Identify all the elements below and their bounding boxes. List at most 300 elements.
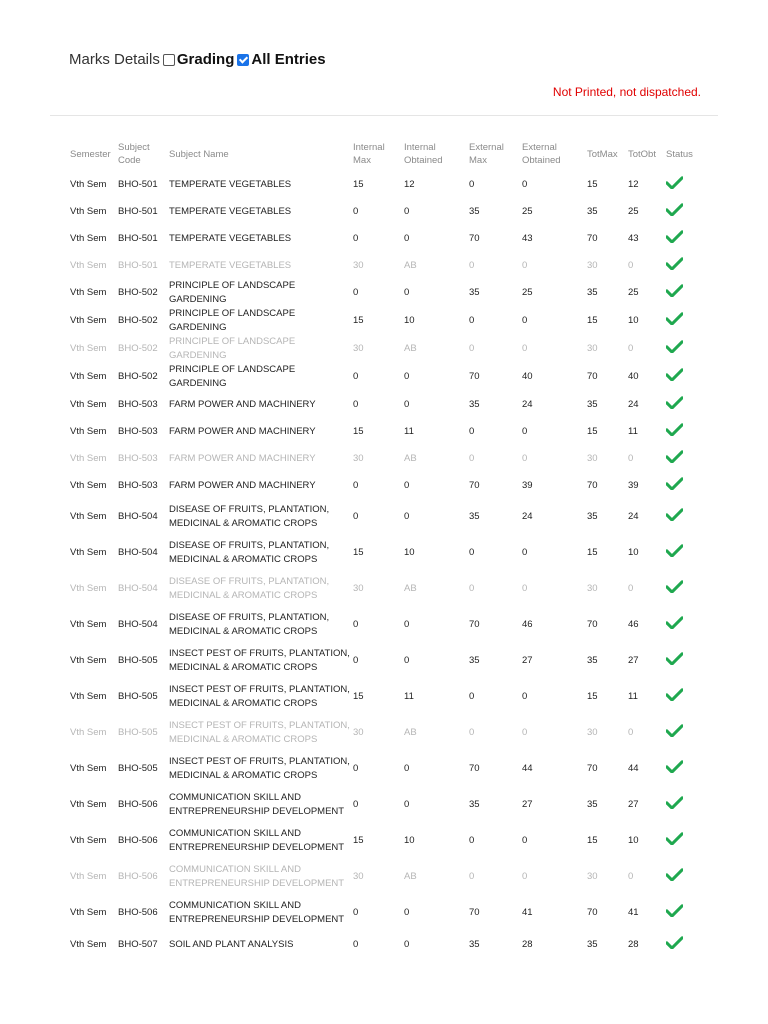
table-row — [70, 643, 706, 679]
internal-obtained-cell: 11 — [404, 691, 414, 702]
internal-max-cell: 15 — [353, 835, 364, 846]
subject-name-cell: INSECT PEST OF FRUITS, PLANTATION, MEDICINAL & AROMATIC CROPS — [169, 756, 350, 781]
internal-max-cell: 15 — [353, 547, 364, 558]
status-cell — [666, 472, 706, 499]
subject-code-cell: BHO-507 — [118, 938, 158, 950]
subject-name-cell: FARM POWER AND MACHINERY — [169, 425, 316, 437]
external-max-cell: 70 — [469, 619, 480, 630]
subject-code-cell: BHO-503 — [118, 425, 158, 437]
subject-name-cell: COMMUNICATION SKILL AND ENTREPRENEURSHIP DEVELOPMENT — [169, 900, 345, 925]
tot-max-cell: 30 — [587, 583, 598, 594]
external-obtained-cell: 0 — [522, 727, 528, 738]
internal-max-cell: 0 — [353, 938, 359, 950]
external-obtained-cell: 0 — [522, 315, 528, 326]
table-row — [70, 679, 706, 715]
tot-obt-cell: 44 — [628, 763, 639, 774]
col-internal-max: Internal Max — [353, 142, 385, 166]
internal-obtained-cell: 12 — [404, 178, 415, 190]
internal-max-cell: 15 — [353, 315, 364, 326]
tot-obt-cell: 28 — [628, 938, 639, 950]
col-semester: Semester — [70, 148, 111, 160]
status-cell — [666, 279, 706, 307]
semester-cell: Vth Sem — [70, 371, 107, 382]
page-title: Marks Details — [69, 51, 160, 68]
internal-obtained-cell: AB — [404, 452, 417, 464]
grading-checkbox[interactable] — [163, 54, 175, 66]
internal-obtained-cell: 10 — [404, 315, 415, 326]
col-tot-obt: TotObt — [628, 148, 656, 160]
checkmark-icon — [666, 284, 683, 297]
semester-cell: Vth Sem — [70, 398, 107, 410]
external-obtained-cell: 25 — [522, 205, 533, 217]
status-cell — [666, 363, 706, 391]
subject-code-cell: BHO-505 — [118, 763, 158, 774]
external-max-cell: 35 — [469, 799, 480, 810]
checkmark-icon — [666, 544, 683, 557]
tot-max-cell: 35 — [587, 287, 598, 298]
subject-code-cell: BHO-506 — [118, 799, 158, 810]
subject-name-cell: PRINCIPLE OF LANDSCAPE GARDENING — [169, 308, 296, 333]
tot-obt-cell: 27 — [628, 799, 639, 810]
subject-name-cell: PRINCIPLE OF LANDSCAPE GARDENING — [169, 280, 296, 305]
external-max-cell: 35 — [469, 398, 480, 410]
table-row — [70, 787, 706, 823]
external-max-cell: 0 — [469, 315, 475, 326]
tot-obt-cell: 43 — [628, 232, 639, 244]
tot-obt-cell: 10 — [628, 315, 639, 326]
external-obtained-cell: 24 — [522, 398, 533, 410]
subject-code-cell: BHO-504 — [118, 619, 158, 630]
external-obtained-cell: 28 — [522, 938, 533, 950]
checkmark-icon — [666, 508, 683, 521]
subject-code-cell: BHO-505 — [118, 655, 158, 666]
external-obtained-cell: 40 — [522, 371, 533, 382]
subject-code-cell: BHO-502 — [118, 371, 158, 382]
external-obtained-cell: 0 — [522, 343, 528, 354]
semester-cell: Vth Sem — [70, 583, 107, 594]
semester-cell: Vth Sem — [70, 452, 107, 464]
tot-max-cell: 35 — [587, 398, 598, 410]
tot-obt-cell: 24 — [628, 398, 639, 410]
checkmark-icon — [666, 616, 683, 629]
tot-max-cell: 70 — [587, 763, 598, 774]
checkmark-icon — [666, 904, 683, 917]
status-cell — [666, 607, 706, 643]
tot-obt-cell: 25 — [628, 287, 639, 298]
internal-max-cell: 30 — [353, 343, 364, 354]
checkmark-icon — [666, 580, 683, 593]
internal-obtained-cell: 0 — [404, 232, 410, 244]
subject-code-cell: BHO-501 — [118, 205, 158, 217]
dispatch-status-message: Not Printed, not dispatched. — [552, 85, 701, 99]
internal-obtained-cell: 0 — [404, 398, 410, 410]
external-max-cell: 35 — [469, 938, 480, 950]
tot-max-cell: 30 — [587, 259, 598, 271]
table-row — [70, 607, 706, 643]
external-max-cell: 0 — [469, 835, 475, 846]
external-max-cell: 0 — [469, 452, 475, 464]
subject-code-cell: BHO-504 — [118, 547, 158, 558]
external-obtained-cell: 41 — [522, 907, 533, 918]
external-obtained-cell: 0 — [522, 425, 528, 437]
internal-max-cell: 0 — [353, 232, 359, 244]
internal-obtained-cell: AB — [404, 583, 417, 594]
table-row — [70, 445, 706, 472]
table-row — [70, 418, 706, 445]
subject-code-cell: BHO-503 — [118, 398, 158, 410]
table-row — [70, 472, 706, 499]
tot-obt-cell: 10 — [628, 835, 639, 846]
semester-cell: Vth Sem — [70, 727, 107, 738]
subject-name-cell: TEMPERATE VEGETABLES — [169, 259, 292, 271]
tot-obt-cell: 24 — [628, 511, 639, 522]
tot-max-cell: 15 — [587, 178, 598, 190]
internal-max-cell: 0 — [353, 287, 359, 298]
table-row — [70, 535, 706, 571]
table-row — [70, 823, 706, 859]
checkmark-icon — [666, 724, 683, 737]
external-max-cell: 0 — [469, 425, 475, 437]
checkmark-icon — [666, 936, 683, 949]
external-obtained-cell: 27 — [522, 799, 533, 810]
external-max-cell: 0 — [469, 727, 475, 738]
subject-code-cell: BHO-501 — [118, 232, 158, 244]
status-cell — [666, 787, 706, 823]
external-obtained-cell: 25 — [522, 287, 533, 298]
table-row — [70, 363, 706, 391]
external-obtained-cell: 0 — [522, 835, 528, 846]
all-entries-label[interactable]: All Entries — [251, 51, 326, 68]
table-row — [70, 252, 706, 279]
status-cell — [666, 535, 706, 571]
table-row — [70, 391, 706, 418]
status-cell — [666, 823, 706, 859]
status-cell — [666, 335, 706, 363]
internal-max-cell: 0 — [353, 371, 359, 382]
tot-obt-cell: 46 — [628, 619, 639, 630]
internal-max-cell: 0 — [353, 763, 359, 774]
semester-cell: Vth Sem — [70, 425, 107, 437]
tot-max-cell: 70 — [587, 619, 598, 630]
internal-obtained-cell: 0 — [404, 371, 410, 382]
status-cell — [666, 859, 706, 895]
checkmark-icon — [666, 832, 683, 845]
tot-max-cell: 15 — [587, 835, 598, 846]
external-max-cell: 0 — [469, 259, 475, 271]
status-cell — [666, 391, 706, 418]
status-cell — [666, 895, 706, 931]
internal-obtained-cell: 0 — [404, 619, 410, 630]
subject-name-cell: FARM POWER AND MACHINERY — [169, 452, 316, 464]
checkmark-icon — [666, 477, 683, 490]
table-row — [70, 335, 706, 363]
external-max-cell: 0 — [469, 343, 475, 354]
subject-name-cell: TEMPERATE VEGETABLES — [169, 232, 292, 244]
external-obtained-cell: 27 — [522, 655, 533, 666]
tot-obt-cell: 10 — [628, 547, 639, 558]
internal-obtained-cell: AB — [404, 259, 417, 271]
table-row — [70, 859, 706, 895]
semester-cell: Vth Sem — [70, 287, 107, 298]
subject-name-cell: DISEASE OF FRUITS, PLANTATION, MEDICINAL & AROMATIC CROPS — [169, 576, 330, 601]
checkmark-icon — [666, 450, 683, 463]
checkmark-icon — [666, 340, 683, 353]
semester-cell: Vth Sem — [70, 871, 107, 882]
external-obtained-cell: 46 — [522, 619, 533, 630]
table-row — [70, 715, 706, 751]
internal-max-cell: 15 — [353, 691, 364, 702]
semester-cell: Vth Sem — [70, 511, 107, 522]
semester-cell: Vth Sem — [70, 178, 107, 190]
internal-max-cell: 0 — [353, 205, 359, 217]
internal-obtained-cell: 0 — [404, 763, 410, 774]
tot-max-cell: 35 — [587, 205, 598, 217]
internal-obtained-cell: 0 — [404, 205, 410, 217]
status-cell — [666, 198, 706, 225]
table-row — [70, 499, 706, 535]
internal-obtained-cell: 0 — [404, 655, 410, 666]
subject-name-cell: SOIL AND PLANT ANALYSIS — [169, 938, 294, 950]
subject-code-cell: BHO-502 — [118, 343, 158, 354]
semester-cell: Vth Sem — [70, 619, 107, 630]
external-max-cell: 35 — [469, 205, 480, 217]
internal-max-cell: 15 — [353, 178, 364, 190]
semester-cell: Vth Sem — [70, 343, 107, 354]
semester-cell: Vth Sem — [70, 938, 107, 950]
subject-code-cell: BHO-506 — [118, 907, 158, 918]
external-obtained-cell: 39 — [522, 479, 533, 491]
external-max-cell: 70 — [469, 479, 480, 491]
semester-cell: Vth Sem — [70, 259, 107, 271]
tot-max-cell: 15 — [587, 315, 598, 326]
subject-code-cell: BHO-501 — [118, 259, 158, 271]
table-row — [70, 931, 706, 958]
tot-max-cell: 15 — [587, 547, 598, 558]
status-cell — [666, 445, 706, 472]
tot-obt-cell: 39 — [628, 479, 639, 491]
subject-name-cell: INSECT PEST OF FRUITS, PLANTATION, MEDICINAL & AROMATIC CROPS — [169, 720, 350, 745]
checkmark-icon — [666, 312, 683, 325]
subject-code-cell: BHO-504 — [118, 583, 158, 594]
table-row — [70, 279, 706, 307]
col-external-max: External Max — [469, 142, 504, 166]
tot-obt-cell: 0 — [628, 871, 634, 882]
external-max-cell: 35 — [469, 511, 480, 522]
grading-label[interactable]: Grading — [176, 51, 235, 68]
tot-max-cell: 35 — [587, 799, 598, 810]
subject-code-cell: BHO-501 — [118, 178, 158, 190]
col-status: Status — [666, 148, 693, 160]
internal-max-cell: 30 — [353, 583, 364, 594]
semester-cell: Vth Sem — [70, 907, 107, 918]
table-row — [70, 225, 706, 252]
external-max-cell: 0 — [469, 583, 475, 594]
checkmark-icon — [666, 652, 683, 665]
internal-max-cell: 0 — [353, 907, 359, 918]
subject-name-cell: FARM POWER AND MACHINERY — [169, 479, 316, 491]
checkmark-icon — [666, 688, 683, 701]
tot-obt-cell: 0 — [628, 583, 634, 594]
internal-max-cell: 30 — [353, 871, 364, 882]
internal-obtained-cell: 0 — [404, 907, 410, 918]
tot-max-cell: 35 — [587, 655, 598, 666]
tot-max-cell: 70 — [587, 479, 598, 491]
subject-name-cell: PRINCIPLE OF LANDSCAPE GARDENING — [169, 336, 296, 361]
subject-name-cell: COMMUNICATION SKILL AND ENTREPRENEURSHIP DEVELOPMENT — [169, 828, 345, 853]
col-tot-max: TotMax — [587, 148, 618, 160]
external-max-cell: 0 — [469, 178, 475, 190]
status-cell — [666, 225, 706, 252]
subject-name-cell: DISEASE OF FRUITS, PLANTATION, MEDICINAL & AROMATIC CROPS — [169, 504, 330, 529]
checkmark-icon — [666, 230, 683, 243]
subject-code-cell: BHO-503 — [118, 452, 158, 464]
subject-code-cell: BHO-505 — [118, 727, 158, 738]
external-max-cell: 0 — [469, 547, 475, 558]
tot-obt-cell: 0 — [628, 727, 634, 738]
status-cell — [666, 679, 706, 715]
tot-max-cell: 70 — [587, 907, 598, 918]
col-external-obtained: External Obtained — [522, 142, 561, 166]
table-row — [70, 198, 706, 225]
internal-max-cell: 0 — [353, 479, 359, 491]
subject-code-cell: BHO-504 — [118, 511, 158, 522]
subject-code-cell: BHO-505 — [118, 691, 158, 702]
checkmark-icon — [666, 796, 683, 809]
all-entries-checkbox[interactable] — [237, 54, 249, 66]
external-obtained-cell: 0 — [522, 691, 528, 702]
table-row — [70, 895, 706, 931]
status-cell — [666, 418, 706, 445]
checkmark-icon — [666, 176, 683, 189]
col-subject-name: Subject Name — [169, 148, 229, 160]
tot-max-cell: 70 — [587, 371, 598, 382]
semester-cell: Vth Sem — [70, 691, 107, 702]
internal-obtained-cell: 10 — [404, 835, 415, 846]
semester-cell: Vth Sem — [70, 799, 107, 810]
tot-max-cell: 30 — [587, 727, 598, 738]
external-obtained-cell: 0 — [522, 452, 528, 464]
tot-max-cell: 35 — [587, 511, 598, 522]
subject-name-cell: COMMUNICATION SKILL AND ENTREPRENEURSHIP DEVELOPMENT — [169, 792, 345, 817]
tot-obt-cell: 11 — [628, 691, 638, 702]
external-max-cell: 70 — [469, 232, 480, 244]
internal-max-cell: 15 — [353, 425, 364, 437]
status-cell — [666, 643, 706, 679]
internal-obtained-cell: 0 — [404, 287, 410, 298]
subject-code-cell: BHO-502 — [118, 287, 158, 298]
external-max-cell: 35 — [469, 287, 480, 298]
table-row — [70, 307, 706, 335]
tot-obt-cell: 0 — [628, 259, 634, 271]
semester-cell: Vth Sem — [70, 315, 107, 326]
checkmark-icon — [666, 203, 683, 216]
internal-max-cell: 0 — [353, 619, 359, 630]
marks-table — [70, 137, 706, 958]
external-max-cell: 70 — [469, 763, 480, 774]
semester-cell: Vth Sem — [70, 547, 107, 558]
subject-code-cell: BHO-506 — [118, 871, 158, 882]
tot-max-cell: 15 — [587, 691, 598, 702]
internal-max-cell: 30 — [353, 727, 364, 738]
internal-max-cell: 30 — [353, 259, 364, 271]
subject-name-cell: INSECT PEST OF FRUITS, PLANTATION, MEDICINAL & AROMATIC CROPS — [169, 648, 350, 673]
external-obtained-cell: 0 — [522, 583, 528, 594]
semester-cell: Vth Sem — [70, 479, 107, 491]
tot-max-cell: 35 — [587, 938, 598, 950]
status-cell — [666, 571, 706, 607]
subject-name-cell: DISEASE OF FRUITS, PLANTATION, MEDICINAL & AROMATIC CROPS — [169, 540, 330, 565]
external-obtained-cell: 44 — [522, 763, 533, 774]
table-header-row — [70, 137, 706, 171]
semester-cell: Vth Sem — [70, 205, 107, 217]
subject-code-cell: BHO-502 — [118, 315, 158, 326]
external-obtained-cell: 0 — [522, 547, 528, 558]
tot-obt-cell: 41 — [628, 907, 639, 918]
subject-name-cell: PRINCIPLE OF LANDSCAPE GARDENING — [169, 364, 296, 389]
internal-obtained-cell: 0 — [404, 511, 410, 522]
internal-obtained-cell: 0 — [404, 799, 410, 810]
checkmark-icon — [666, 396, 683, 409]
subject-name-cell: INSECT PEST OF FRUITS, PLANTATION, MEDICINAL & AROMATIC CROPS — [169, 684, 350, 709]
status-cell — [666, 931, 706, 958]
external-max-cell: 0 — [469, 871, 475, 882]
semester-cell: Vth Sem — [70, 763, 107, 774]
tot-obt-cell: 27 — [628, 655, 639, 666]
checkmark-icon — [666, 423, 683, 436]
tot-max-cell: 70 — [587, 232, 598, 244]
semester-cell: Vth Sem — [70, 655, 107, 666]
internal-max-cell: 30 — [353, 452, 364, 464]
internal-obtained-cell: 0 — [404, 938, 410, 950]
marks-details-header — [69, 51, 326, 68]
table-row — [70, 571, 706, 607]
col-internal-obtained: Internal Obtained — [404, 142, 443, 166]
status-cell — [666, 252, 706, 279]
internal-obtained-cell: 10 — [404, 547, 415, 558]
external-obtained-cell: 0 — [522, 178, 528, 190]
internal-max-cell: 0 — [353, 511, 359, 522]
status-cell — [666, 171, 706, 198]
subject-name-cell: COMMUNICATION SKILL AND ENTREPRENEURSHIP DEVELOPMENT — [169, 864, 345, 889]
table-row — [70, 171, 706, 198]
internal-max-cell: 0 — [353, 398, 359, 410]
checkmark-icon — [666, 868, 683, 881]
tot-max-cell: 15 — [587, 425, 598, 437]
checkmark-icon — [666, 257, 683, 270]
tot-obt-cell: 12 — [628, 178, 639, 190]
subject-name-cell: TEMPERATE VEGETABLES — [169, 178, 292, 190]
table-row — [70, 751, 706, 787]
internal-max-cell: 0 — [353, 655, 359, 666]
tot-max-cell: 30 — [587, 871, 598, 882]
status-cell — [666, 499, 706, 535]
divider — [50, 115, 718, 116]
external-obtained-cell: 24 — [522, 511, 533, 522]
tot-max-cell: 30 — [587, 452, 598, 464]
internal-obtained-cell: AB — [404, 343, 417, 354]
semester-cell: Vth Sem — [70, 835, 107, 846]
checkmark-icon — [666, 760, 683, 773]
external-max-cell: 35 — [469, 655, 480, 666]
col-subject-code: Subject Code — [118, 142, 150, 166]
external-max-cell: 70 — [469, 907, 480, 918]
tot-obt-cell: 0 — [628, 452, 634, 464]
tot-obt-cell: 11 — [628, 425, 638, 437]
internal-obtained-cell: 0 — [404, 479, 410, 491]
internal-obtained-cell: AB — [404, 871, 417, 882]
subject-code-cell: BHO-506 — [118, 835, 158, 846]
internal-max-cell: 0 — [353, 799, 359, 810]
